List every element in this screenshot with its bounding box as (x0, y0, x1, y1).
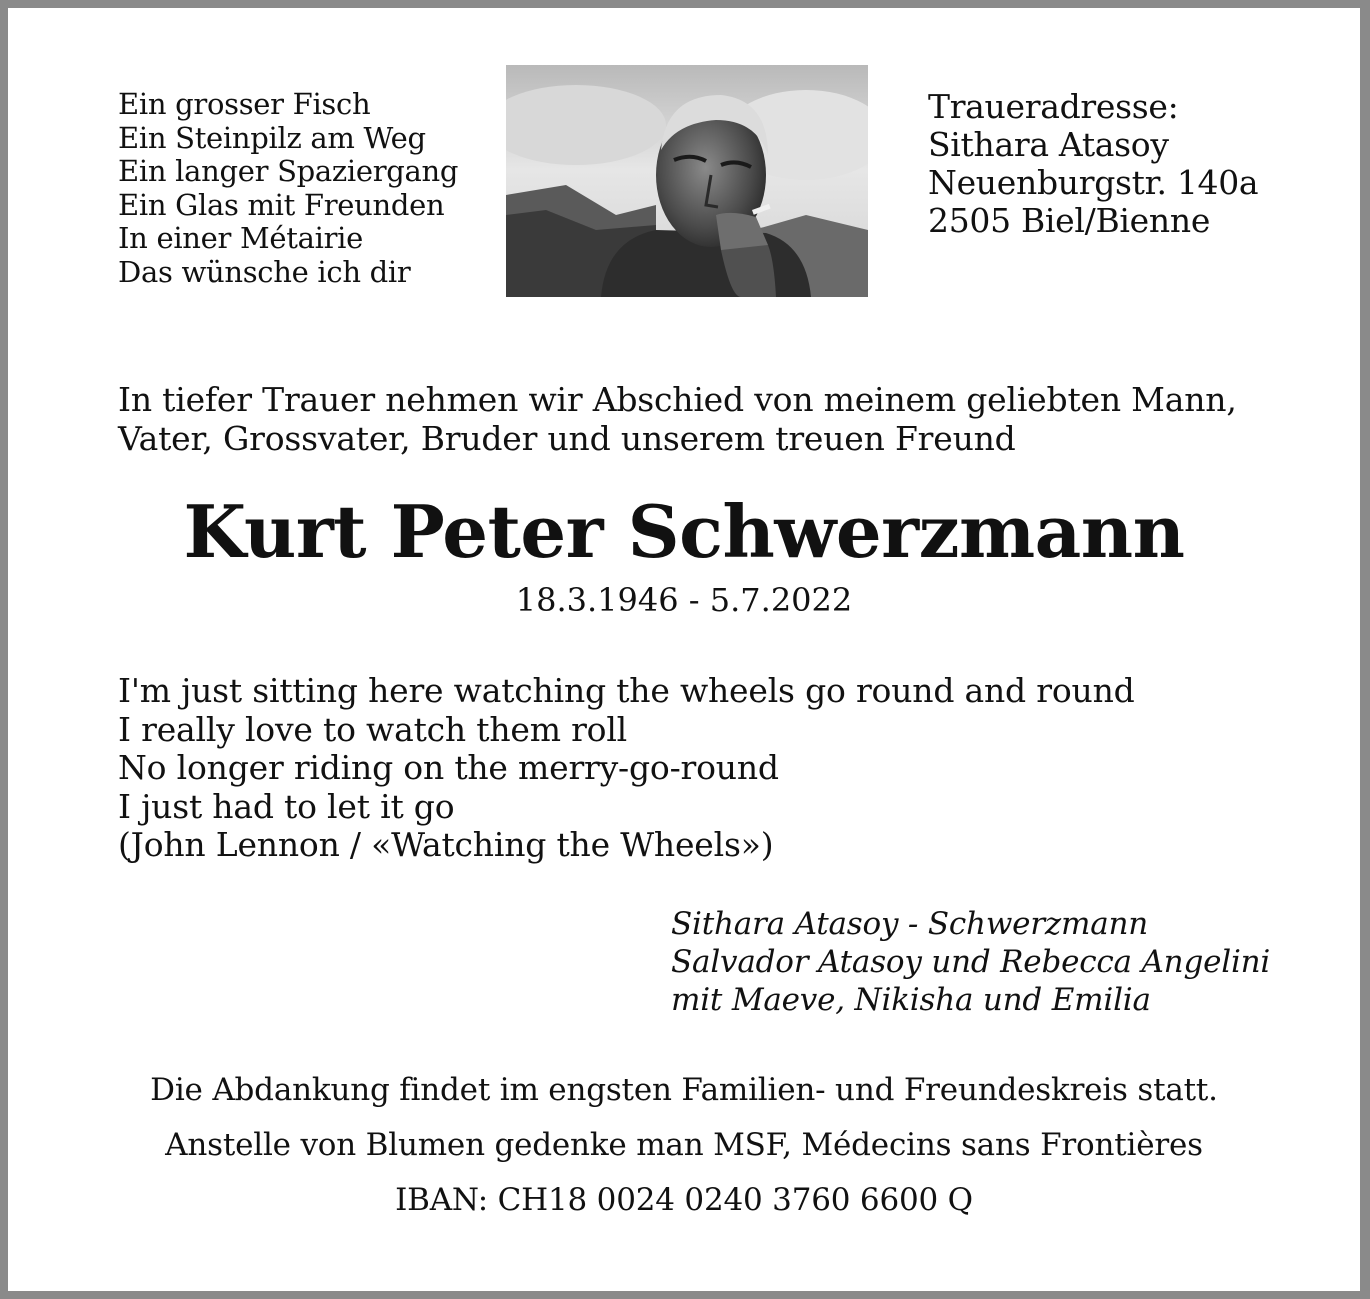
poem-line: Ein Glas mit Freunden (118, 187, 445, 222)
deceased-name: Kurt Peter Schwerzmann (183, 489, 1185, 574)
intro-text (118, 380, 1318, 458)
portrait-image (506, 65, 868, 297)
address-line: Sithara Atasoy (928, 125, 1169, 164)
intro-line: Vater, Grossvater, Bruder und unserem treuen Freund (118, 419, 1016, 458)
closing-notice (8, 1063, 1360, 1228)
poem-line: In einer Métairie (118, 221, 363, 255)
funeral-notice: Die Abdankung findet im engsten Familien- und Freundeskreis statt. (150, 1072, 1218, 1108)
address-line: 2505 Biel/Bienne (928, 201, 1211, 240)
portrait-photo (506, 65, 868, 297)
intro-line: In tiefer Trauer nehmen wir Abschied von meinem geliebten Mann, (118, 380, 1237, 419)
poem-line: Ein grosser Fisch (118, 87, 371, 121)
family-line: Sithara Atasoy - Schwerzmann (671, 906, 1149, 942)
poem-line: Das wünsche ich dir (118, 254, 411, 289)
donation-notice: Anstelle von Blumen gedenke man MSF, Médecins sans Frontières (165, 1127, 1203, 1163)
lyrics-line: I really love to watch them roll (118, 709, 628, 749)
family-signatures (671, 905, 1311, 1019)
life-dates: 18.3.1946 - 5.7.2022 (515, 581, 853, 619)
family-line: mit Maeve, Nikisha und Emilia (671, 982, 1151, 1018)
poem-line: Ein langer Spaziergang (118, 154, 459, 188)
poem-block (118, 88, 488, 289)
lyrics-attribution: (John Lennon / «Watching the Wheels») (118, 825, 774, 864)
lyrics-line: No longer riding on the merry-go-round (118, 748, 779, 787)
poem-line: Ein Steinpilz am Weg (118, 120, 426, 155)
family-line: Salvador Atasoy und Rebecca Angelini (671, 944, 1271, 980)
mourning-address (928, 88, 1328, 240)
lyrics-line: I'm just sitting here watching the wheels go round and round (118, 671, 1135, 710)
lyrics-quote (118, 672, 1318, 865)
address-line: Traueradresse: (928, 87, 1179, 126)
lyrics-line: I just had to let it go (118, 786, 455, 826)
address-line: Neuenburgstr. 140a (928, 163, 1259, 202)
obituary-page (8, 8, 1360, 1291)
iban-line: IBAN: CH18 0024 0240 3760 6600 Q (395, 1182, 973, 1218)
